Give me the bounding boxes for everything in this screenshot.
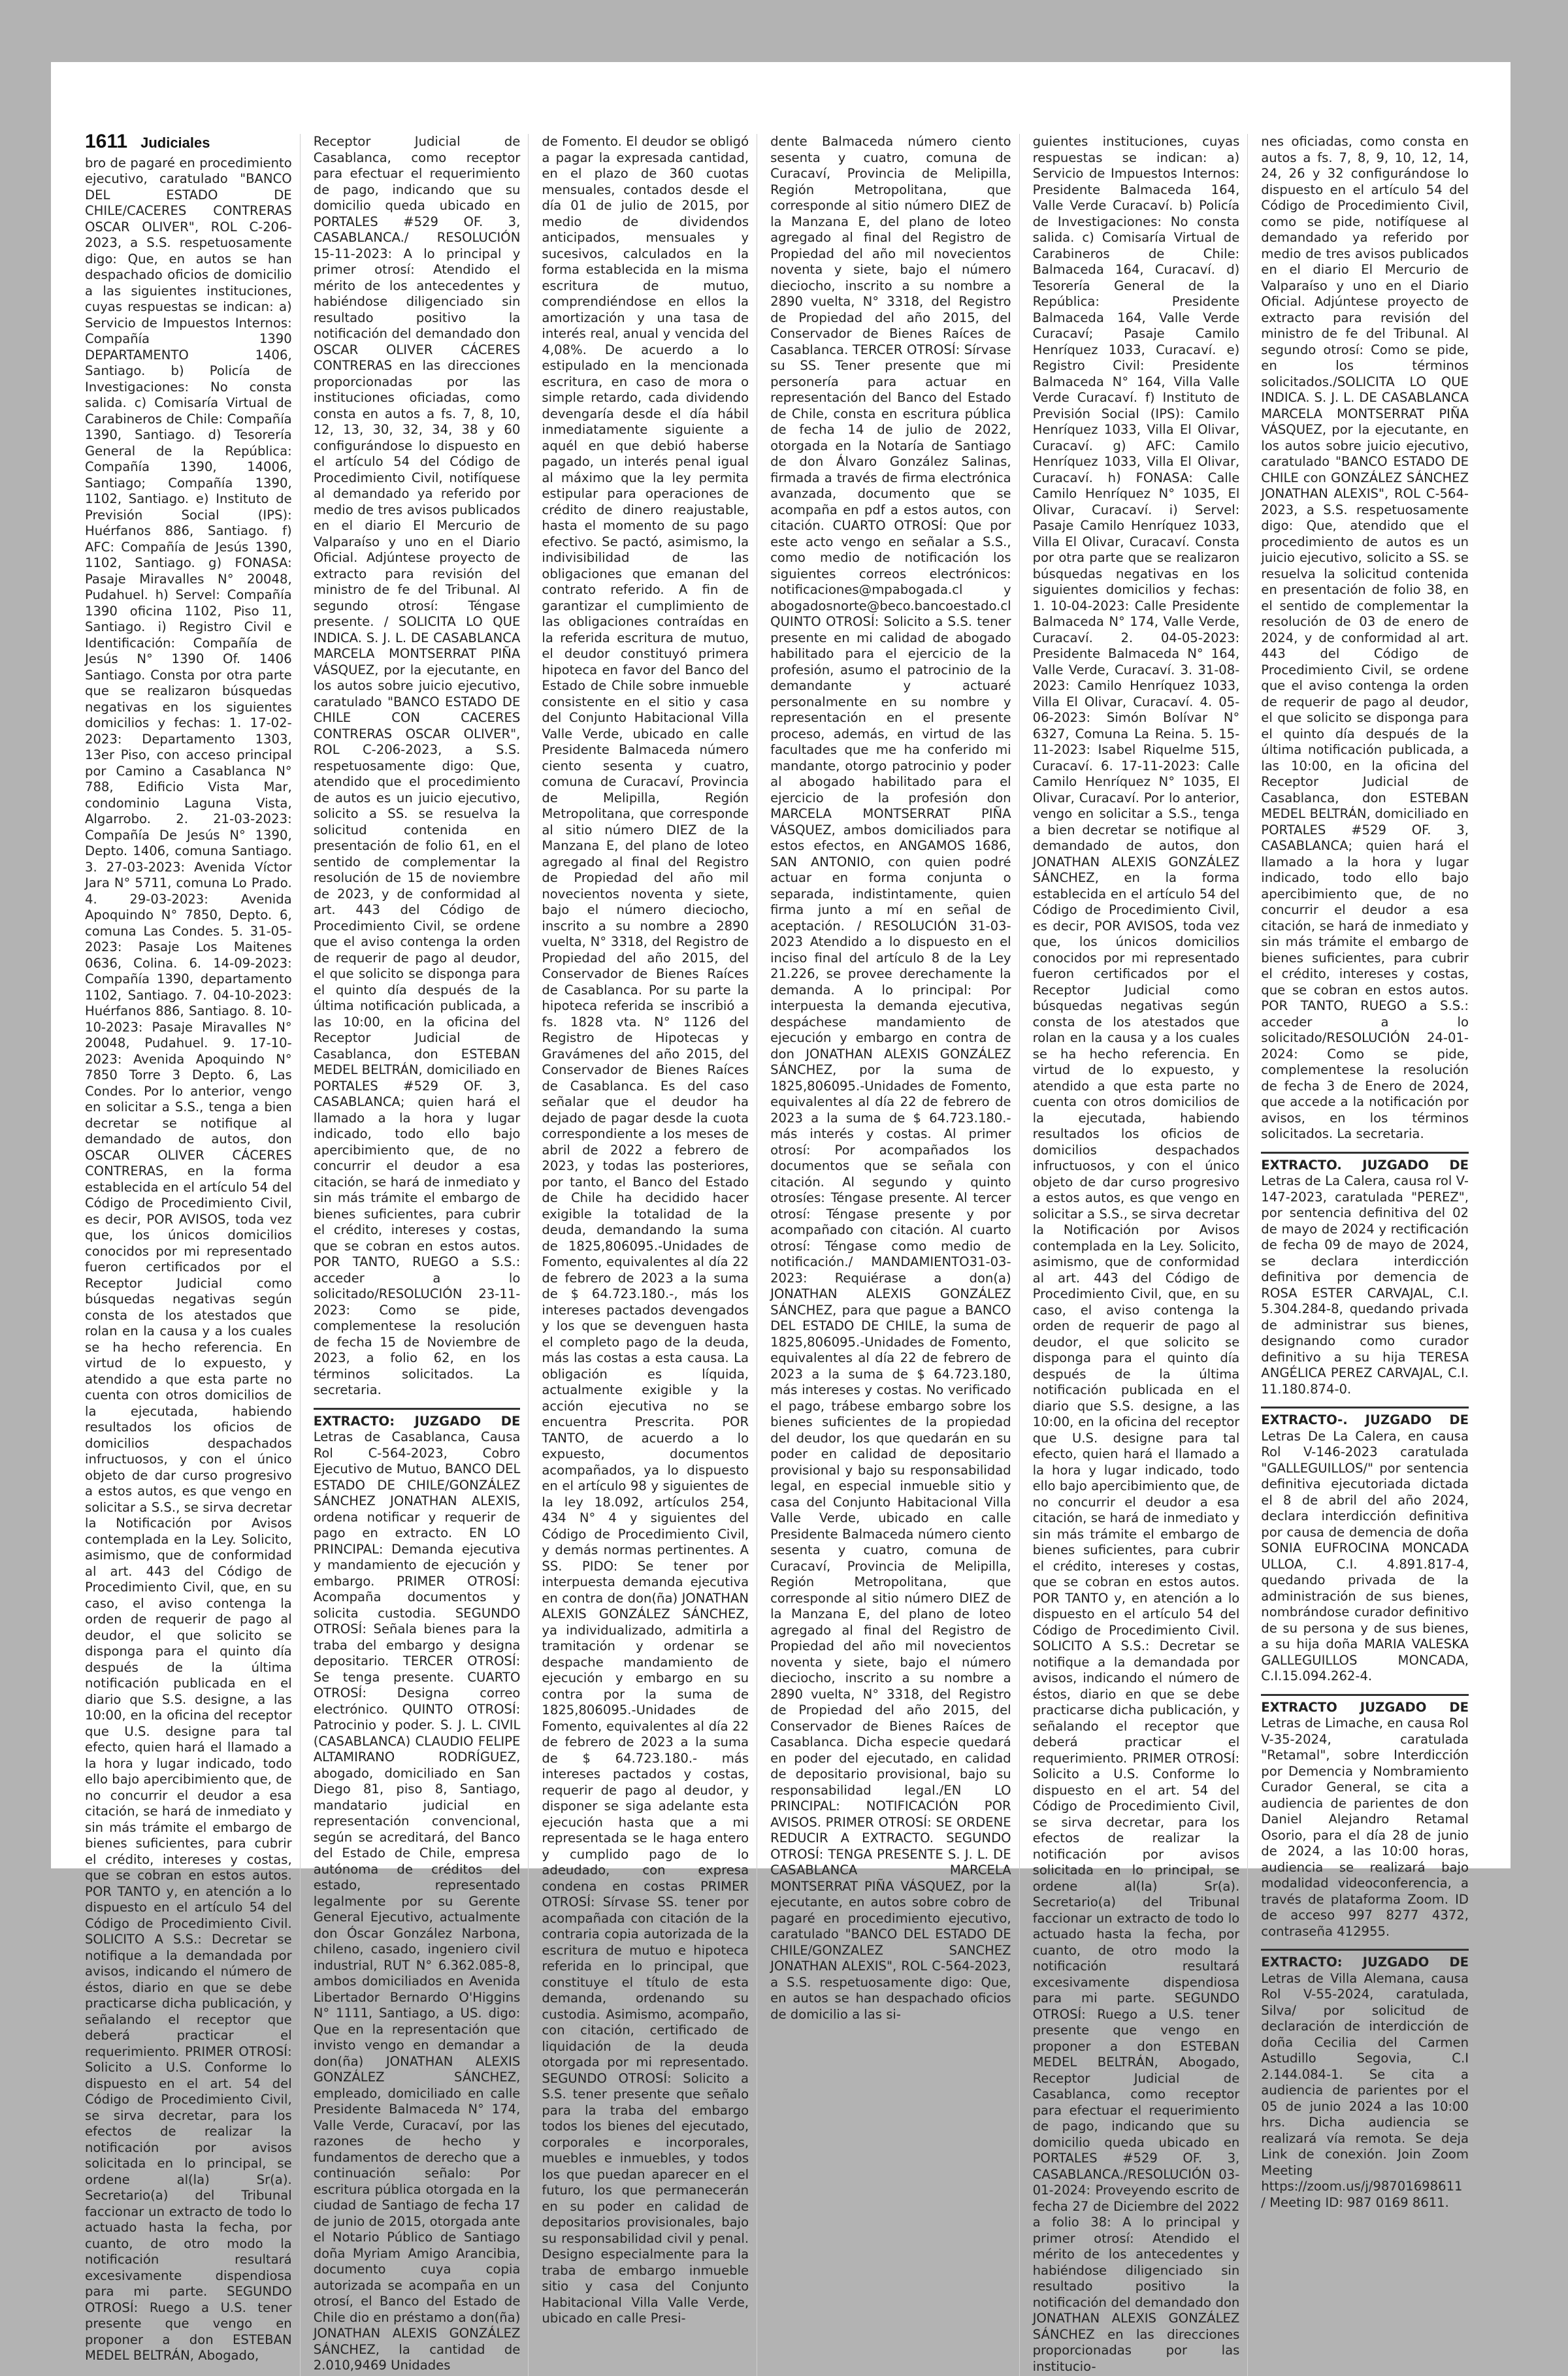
notice-block xyxy=(1261,1694,1469,1940)
section-title: Judiciales xyxy=(140,135,210,151)
notice-text: Receptor Judicial de Casablanca, como receptor para efectuar el requerimiento de pago, indicando que su domicilio queda ubicado en PORTALES #529 OF. 3, CASABLANCA./ RESOLUCIÓN 15-11-2023: A lo principal y primer otrosí: Atendido el mérito de los antecedentes y habiéndose diligenciado sin resultado positivo la notificación del demandado don OSCAR OLIVER CÁCERES CONTRERAS en las direcciones proporcionadas por las instituciones oficiadas, como consta en autos a fs. 7, 8, 10, 12, 13, 30, 32, 34, 38 y 60 configurándose lo dispuesto en el artículo 54 del Código de Procedimiento Civil, notifíquese al demandado ya referido por medio de tres avisos publicados en el diario El Mercurio de Valparaíso y uno en el Diario Oficial. Adjúntese proyecto de extracto para revisión del ministro de fe del Tribunal. Al segundo otrosí: Téngase presente. / SOLICITA LO QUE INDICA. S. J. L. DE CASABLANCA MARCELA MONTSERRAT PIÑA VÁSQUEZ, por la ejecutante, en los autos sobre juicio ejecutivo, caratulado "BANCO ESTADO DE CHILE CON CACERES CONTRERAS OSCAR OLIVER", ROL C-206-2023, a S.S. respetuosamente digo: Que, atendido que el procedimiento de autos es un juicio ejecutivo, solicito a SS. se resuelva la solicitud contenida en presentación de folio 61, en el sentido de complementar la resolución de 15 de noviembre de 2023, y de conformidad al art. 443 del Código de Procedimiento Civil, se ordene que el aviso contenga la orden de requerir de pago al deudor, el que solicito se disponga para el quinto día después de la última notificación publicada, a las 10:00, en la oficina del Receptor Judicial de Casablanca, don ESTEBAN MEDEL BELTRÁN, domiciliado en PORTALES #529 OF. 3, CASABLANCA; quien hará el llamado a la hora y lugar indicado, todo ello bajo apercibimiento que, de no concurrir el deudor a esa citación, se hará de inmediato y sin más trámite el embargo de bienes suficientes, para cubrir el crédito, intereses y costas, que se cobran en estos autos. POR TANTO, RUEGO a S.S.: acceder a lo solicitado/RESOLUCIÓN 23-11-2023: Como se pide, complementese la resolución de fecha 15 de Noviembre de 2023, a folio 62, en los términos solicitados. La secretaria. xyxy=(313,134,521,1397)
column-5 xyxy=(1033,134,1249,2376)
classifieds-columns xyxy=(85,131,1477,2374)
notice-lead: EXTRACTO: JUZGADO DE xyxy=(1261,1955,1469,1970)
section-number: 1611 xyxy=(85,131,128,152)
notice-text: Letras de Casablanca, Causa Rol C-564-2023, Cobro Ejecutivo de Mutuo, BANCO DEL ESTADO DE CHILE/GONZÁLEZ SÁNCHEZ JONATHAN ALEXIS, ordena notificar y requerir de pago en extracto. EN LO PRINCIPAL: Demanda ejecutiva y mandamiento de ejecución y embargo. PRIMER OTROSÍ: Acompaña documentos y solicita custodia. SEGUNDO OTROSÍ: Señala bienes para la traba del embargo y designa depositario. TERCER OTROSÍ: Se tenga presente. CUARTO OTROSÍ: Designa correo electrónico. QUINTO OTROSÍ: Patrocinio y poder. S. J. L. CIVIL (CASABLANCA) CLAUDIO FELIPE ALTAMIRANO RODRÍGUEZ, abogado, domiciliado en San Diego 81, piso 8, Santiago, mandatario judicial en representación convencional, según se acreditará, del Banco del Estado de Chile, empresa autónoma de créditos del estado, representado legalmente por su Gerente General Ejecutivo, actualmente don Óscar González Narbona, chileno, casado, ingeniero civil industrial, RUT N° 6.362.085-8, ambos domiciliados en Avenida Libertador Bernardo O'Higgins N° 1111, Santiago, a US. digo: Que en la representación que invisto vengo en demandar a don(ña) JONATHAN ALEXIS GONZÁLEZ SÁNCHEZ, empleado, domiciliado en calle Presidente Balmaceda N° 174, Valle Verde, Curacaví, por las razones de hecho y fundamentos de derecho que a continuación señalo: Por escritura pública otorgada en la ciudad de Santiago de fecha 17 de junio de 2015, otorgada ante el Notario Público de Santiago doña Myriam Amigo Arancibia, documento cuya copia autorizada se acompaña en un otrosí, el Banco del Estado de Chile dio en préstamo a don(ña) JONATHAN ALEXIS GONZÁLEZ SÁNCHEZ, la cantidad de 2.010,9469 Unidades xyxy=(313,1429,521,2373)
notice-text: nes oficiadas, como consta en autos a fs. 7, 8, 9, 10, 12, 14, 24, 26 y 32 configurándose lo dispuesto en el artículo 54 del Código de Procedimiento Civil, como se pide, notifíquese al demandado ya referido por medio de tres avisos publicados en el diario El Mercurio de Valparaíso y uno en el Diario Oficial. Adjúntese proyecto de extracto para revisión del ministro de fe del Tribunal. Al segundo otrosí: Como se pide, en los términos solicitados./SOLICITA LO QUE INDICA. S. J. L. DE CASABLANCA MARCELA MONTSERRAT PIÑA VÁSQUEZ, por la ejecutante, en los autos sobre juicio ejecutivo, caratulado "BANCO ESTADO DE CHILE con GONZÁLEZ SÁNCHEZ JONATHAN ALEXIS", ROL C-564-2023, a S.S. respetuosamente digo: Que, atendido que el procedimiento de autos es un juicio ejecutivo, solicito a SS. se resuelva la solicitud contenida en presentación de folio 38, en el sentido de complementar la resolución de 03 de enero de 2024, y de conformidad al art. 443 del Código de Procedimiento Civil, se ordene que el aviso contenga la orden de requerir de pago al deudor, el que solicito se disponga para el quinto día después de la última notificación publicada, a las 10:00, en la oficina del Receptor Judicial de Casablanca, don ESTEBAN MEDEL BELTRÁN, domiciliado en PORTALES #529 OF. 3, CASABLANCA; quien hará el llamado a la hora y lugar indicado, todo ello bajo apercibimiento que, de no concurrir el deudor a esa citación, se hará de inmediato y sin más trámite el embargo de bienes suficientes, para cubrir el crédito, intereses y costas, que se cobran en estos autos. POR TANTO, RUEGO a S.S.: acceder a lo solicitado/RESOLUCIÓN 24-01-2024: Como se pide, complementese la resolución de fecha 3 de Enero de 2024, que accede a la notificación por avisos, en los términos solicitados. La secretaria. xyxy=(1261,134,1469,1141)
notice-text: Letras de Limache, en causa Rol V-35-2024, caratulada "Retamal", sobre Interdicción por Demencia y Nombramiento Curador General, se cita a audiencia de parientes de don Daniel Alejandro Retamal Osorio, para el día 28 de junio de 2024, a las 10:00 horas, audiencia se realizará bajo modalidad videoconferencia, a través de plataforma Zoom. ID de acceso 997 8277 4372, contraseña 412955. xyxy=(1261,1716,1469,1939)
notice-text: Letras de La Calera, causa rol V-147-2023, caratulada "PEREZ", por sentencia definitiva del 02 de mayo de 2024 y rectificación de fecha 09 de mayo de 2024, se declara interdicción definitiva por demencia de ROSA ESTER CARVAJAL, C.I. 5.304.284-8, quedando privada de administrar sus bienes, designando como curador definitivo a su hija TERESA ANGÉLICA PEREZ CARVAJAL, C.I. 11.180.874-0. xyxy=(1261,1173,1469,1397)
column-2 xyxy=(314,134,529,2376)
column-6 xyxy=(1261,134,1477,2376)
column-4 xyxy=(770,134,1020,2376)
notice-lead: EXTRACTO-. JUZGADO DE xyxy=(1261,1412,1469,1427)
notice-text: Letras De La Calera, en causa Rol V-146-2023 caratulada "GALLEGUILLOS/" por sentencia definitiva ejecutoriada dictada el 8 de abril del año 2024, declara interdicción definitiva por causa de demencia de doña SONIA EUFROCINA MONCADA ULLOA, C.I. 4.891.817-4, quedando privada de la administración de sus bienes, nombrándose curador definitivo de su persona y de sus bienes, a su hija doña MARIA VALESKA GALLEGUILLOS MONCADA, C.I.15.094.262-4. xyxy=(1261,1428,1469,1684)
column-1 xyxy=(85,131,301,2376)
notice-text: guientes instituciones, cuyas respuestas se indican: a) Servicio de Impuestos Internos: Presidente Balmaceda 164, Valle Verde Curacaví. b) Policía de Investigaciones: No consta salida. c) Comisaría Virtual de Carabineros de Chile: Balmaceda 164, Curacaví. d) Tesorería General de la República: Presidente Balmaceda 164, Valle Verde Curacaví; Pasaje Camilo Henríquez 1033, Curacaví. e) Registro Civil: Presidente Balmaceda N° 164, Villa Valle Verde Curacaví. f) Instituto de Previsión Social (IPS): Camilo Henríquez 1033, Villa El Olivar, Curacaví. g) AFC: Camilo Henríquez 1033, Villa El Olivar, Curacaví. h) FONASA: Calle Camilo Henríquez N° 1035, El Olivar, Curacaví. i) Servel: Pasaje Camilo Henríquez 1033, Villa El Olivar, Curacaví. Consta por otra parte que se realizaron búsquedas negativas en los siguientes domicilios y fechas: 1. 10-04-2023: Calle Presidente Balmaceda N° 174, Valle Verde, Curacaví. 2. 04-05-2023: Presidente Balmaceda N° 164, Valle Verde, Curacaví. 3. 31-08-2023: Camilo Henríquez 1033, Villa El Olivar, Curacaví. 4. 05-06-2023: Simón Bolívar N° 6327, Comuna La Reina. 5. 15-11-2023: Isabel Riquelme 515, Curacaví. 6. 17-11-2023: Calle Camilo Henríquez N° 1035, El Olivar, Curacaví. Por lo anterior, vengo en solicitar a S.S., tenga a bien decretar se notifique al demandado de autos, don JONATHAN ALEXIS GONZÁLEZ SÁNCHEZ, en la forma establecida en el artículo 54 del Código de Procedimiento Civil, es decir, POR AVISOS, toda vez que, los únicos domicilios conocidos por mi representado fueron certificados por el Receptor Judicial como búsquedas negativas según consta de los atestados que rolan en la causa y a los cuales se ha hecho referencia. En virtud de lo expuesto, y atendido a que esta parte no cuenta con otros domicilios de la ejecutada, habiendo resultados los oficios de domicilios despachados infructuosos, y con el único objeto de dar curso progresivo a estos autos, es que vengo en solicitar a S.S., se sirva decretar la Notificación por Avisos contemplada en la Ley. Solicito, asimismo, que de conformidad al art. 443 del Código de Procedimiento Civil, que, en su caso, el aviso contenga la orden de requerir de pago al deudor, el que solicito se disponga para el quinto día después de la última notificación publicada en el diario que S.S. designe, a las 10:00, en la oficina del receptor que U.S. designe para tal efecto, quien hará el llamado a la hora y lugar indicado, todo ello bajo apercibimiento que, de no concurrir el deudor a esa citación, se hará de inmediato y sin más trámite el embargo de bienes suficientes, para cubrir el crédito, intereses y costas, que se cobran en estos autos. POR TANTO y, en atención a lo dispuesto en el artículo 54 del Código de Procedimiento Civil. SOLICITO A S.S.: Decretar se notifique a la demandada por avisos, indicando el número de éstos, diario en que se debe practicarse dicha publicación, y señalando el receptor que deberá practicar el requerimiento. PRIMER OTROSÍ: Solicito a U.S. Conforme lo dispuesto en el art. 54 del Código de Procedimiento Civil, se sirva decretar, para los efectos de realizar la notificación por avisos solicitada en lo principal, se ordene al(la) Sr(a). Secretario(a) del Tribunal faccionar un extracto de todo lo actuado hasta la fecha, por cuanto, de otro modo la notificación resultará excesivamente dispendiosa para mi parte. SEGUNDO OTROSÍ: Ruego a U.S. tener presente que vengo en proponer a don ESTEBAN MEDEL BELTRÁN, Abogado, Receptor Judicial de Casablanca, como receptor para efectuar el requerimiento de pago, indicando que su domicilio queda ubicado en PORTALES #529 OF. 3, CASABLANCA./RESOLUCIÓN 03-01-2024: Proveyendo escrito de fecha 27 de Diciembre del 2022 a folio 38: A lo principal y primer otrosí: Atendido el mérito de los antecedentes y habiéndose diligenciado sin resultado positivo la notificación del demandado don JONATHAN ALEXIS GONZÁLEZ SÁNCHEZ en las direcciones proporcionadas por las institucio- xyxy=(1032,134,1240,2374)
column-3 xyxy=(542,134,757,2376)
notice-lead: EXTRACTO: JUZGADO DE xyxy=(313,1413,521,1429)
section-header xyxy=(85,131,292,152)
notice-lead: EXTRACTO JUZGADO DE xyxy=(1261,1699,1469,1715)
notice-lead: EXTRACTO. JUZGADO DE xyxy=(1261,1157,1469,1173)
notice-text: Letras de Villa Alemana, causa Rol V-55-2024, caratulada, Silva/ por solicitud de declaración de interdicción de doña Cecilia del Carmen Astudillo Segovia, C.I 2.144.084-1. Se cita a audiencia de parientes por el 05 de junio 2024 a las 10:00 hrs. Dicha audiencia se realizará vía remota. Se deja Link de conexión. Join Zoom Meeting https://zoom.us/j/98701698611 / Meeting ID: 987 0169 8611. xyxy=(1261,1970,1469,2210)
notice-text: dente Balmaceda número ciento sesenta y cuatro, comuna de Curacaví, Provincia de Melipilla, Región Metropolitana, que corresponde al sitio número DIEZ de la Manzana E, del plano de loteo agregado al final del Registro de Propiedad del año mil novecientos noventa y siete, bajo el número dieciocho, inscrito a su nombre a 2890 vuelta, N° 3318, del Registro de Propiedad del año 2015, del Conservador de Bienes Raíces de Casablanca. TERCER OTROSÍ: Sírvase su SS. Tener presente que mi personería para actuar en representación del Banco del Estado de Chile, consta en escritura pública de fecha 14 de julio de 2022, otorgada en la Notaría de Santiago de don Álvaro González Salinas, firmada a través de firma electrónica avanzada, documento que se acompaña en pdf a estos autos, con citación. CUARTO OTROSÍ: Que por este acto vengo en señalar a S.S., como medio de notificación los siguientes correos electrónicos: notificaciones@mpabogada.cl y abogadosnorte@beco.bancoestado.cl QUINTO OTROSÍ: Solicito a S.S. tener presente en mi calidad de abogado habilitado para el ejercicio de la profesión, asumo el patrocinio de la demandante y actuaré personalmente en su nombre y representación en el presente proceso, además, en virtud de las facultades que me ha conferido mi mandante, otorgo patrocinio y poder al abogado habilitado para el ejercicio de la profesión don MARCELA MONTSERRAT PIÑA VÁSQUEZ, ambos domiciliados para estos efectos, en ANGAMOS 1686, SAN ANTONIO, con quien podré actuar en forma conjunta o separada, indistintamente, quien firma junto a mí en señal de aceptación. / RESOLUCIÓN 31-03-2023 Atendido a lo dispuesto en el inciso final del artículo 8 de la Ley 21.226, se provee derechamente la demanda. A lo principal: Por interpuesta la demanda ejecutiva, despáchese mandamiento de ejecución y embargo en contra de don JONATHAN ALEXIS GONZÁLEZ SÁNCHEZ, por la suma de 1825,806095.-Unidades de Fomento, equivalentes al día 22 de febrero de 2023 a la suma de $ 64.723.180.-más interés y costas. Al primer otrosí: Por acompañados los documentos que se señala con citación. Al segundo y quinto otrosíes: Téngase presente. Al tercer otrosí: Téngase presente y por acompañado con citación. Al cuarto otrosí: Téngase como medio de notificación./ MANDAMIENTO31-03-2023: Requiérase a don(a) JONATHAN ALEXIS GONZÁLEZ SÁNCHEZ, para que pague a BANCO DEL ESTADO DE CHILE, la suma de 1825,806095.-Unidades de Fomento, equivalentes al día 22 de febrero de 2023 a la suma de $ 64.723.180, más intereses y costas. No verificado el pago, trábese embargo sobre los bienes suficientes de la propiedad del deudor, los que quedarán en su poder en calidad de depositario provisional y bajo su responsabilidad legal, en especial inmueble sitio y casa del Conjunto Habitacional Villa Valle Verde, ubicado en calle Presidente Balmaceda número ciento sesenta y cuatro, comuna de Curacaví, Provincia de Melipilla, Región Metropolitana, que corresponde al sitio número DIEZ de la Manzana E, del plano de loteo agregado al final del Registro de Propiedad del año mil novecientos noventa y siete, bajo el número dieciocho, inscrito a su nombre a 2890 vuelta, N° 3318, del Registro de Propiedad del año 2015, del Conservador de Bienes Raíces de Casablanca. Dicha especie quedará en poder del ejecutado, en calidad de depositario provisional, bajo su responsabilidad legal./EN LO PRINCIPAL: NOTIFICACIÓN POR AVISOS. PRIMER OTROSÍ: SE ORDENE REDUCIR A EXTRACTO. SEGUNDO OTROSÍ: TENGA PRESENTE S. J. L. DE CASABLANCA MARCELA MONTSERRAT PIÑA VÁSQUEZ, por la ejecutante, en autos sobre cobro de pagaré en procedimiento ejecutivo, caratulado "BANCO DEL ESTADO DE CHILE/GONZALEZ SANCHEZ JONATHAN ALEXIS", ROL C-564-2023, a S.S. respetuosamente digo: Que, en autos se han despachado oficios de domicilio a las si- xyxy=(770,134,1011,2022)
page-sheet xyxy=(51,62,1511,2374)
notice-block xyxy=(1261,1949,1469,2211)
notice-text: bro de pagaré en procedimiento ejecutivo, caratulado "BANCO DEL ESTADO DE CHILE/CACERES CONTRERAS OSCAR OLIVER", ROL C-206-2023, a S.S. respetuosamente digo: Que, en autos se han despachado oficios de domicilio a las siguientes instituciones, cuyas respuestas se indican: a) Servicio de Impuestos Internos: Compañía 1390 DEPARTAMENTO 1406, Santiago. b) Policía de Investigaciones: No consta salida. c) Comisaría Virtual de Carabineros de Chile: Compañía 1390, Santiago. d) Tesorería General de la República: Compañía 1390, 14006, Santiago; Compañía 1390, 1102, Santiago. e) Instituto de Previsión Social (IPS): Huérfanos 886, Santiago. f) AFC: Compañía de Jesús 1390, 1102, Santiago. g) FONASA: Pasaje Miravalles N° 20048, Pudahuel. h) Servel: Compañía 1390 oficina 1102, Piso 11, Santiago. i) Registro Civil e Identificación: Compañía de Jesús N° 1390 Of. 1406 Santiago. Consta por otra parte que se realizaron búsquedas negativas en los siguientes domicilios y fechas: 1. 17-02-2023: Departamento 1303, 13er Piso, con acceso principal por Camino a Casablanca N° 788, Edificio Vista Mar, condominio Laguna Vista, Algarrobo. 2. 21-03-2023: Compañía De Jesús N° 1390, Depto. 1406, comuna Santiago. 3. 27-03-2023: Avenida Víctor Jara N° 5711, comuna Lo Prado. 4. 29-03-2023: Avenida Apoquindo N° 7850, Depto. 6, comuna Las Condes. 5. 31-05-2023: Pasaje Los Maitenes 0636, Colina. 6. 14-09-2023: Compañía 1390, departamento 1102, Santiago. 7. 04-10-2023: Huérfanos 886, Santiago. 8. 10-10-2023: Pasaje Miravalles N° 20048, Pudahuel. 9. 17-10-2023: Avenida Apoquindo N° 7850 Torre 3 Depto. 6, Las Condes. Por lo anterior, vengo en solicitar a S.S., tenga a bien decretar se notifique al demandado de autos, don OSCAR OLIVER CÁCERES CONTRERAS, en la forma establecida en el artículo 54 del Código de Procedimiento Civil, es decir, POR AVISOS, toda vez que, los únicos domicilios conocidos por mi representado fueron certificados por el Receptor Judicial como búsquedas negativas según consta de los atestados que rolan en la causa y a los cuales se ha hecho referencia. En virtud de lo expuesto, y atendido a que esta parte no cuenta con otros domicilios de la ejecutada, habiendo resultados los oficios de domicilios despachados infructuosos, y con el único objeto de dar curso progresivo a estos autos, es que vengo en solicitar a S.S., se sirva decretar la Notificación por Avisos contemplada en la Ley. Solicito, asimismo, que de conformidad al art. 443 del Código de Procedimiento Civil, que, en su caso, el aviso contenga la orden de requerir de pago al deudor, el que solicito se disponga para el quinto día después de la última notificación publicada en el diario que S.S. designe, a las 10:00, en la oficina del receptor que U.S. designe para tal efecto, quien hará el llamado a la hora y lugar indicado, todo ello bajo apercibimiento que, de no concurrir el deudor a esa citación, se hará de inmediato y sin más trámite el embargo de bienes suficientes, para cubrir el crédito, intereses y costas, que se cobran en estos autos. POR TANTO y, en atención a lo dispuesto en el artículo 54 del Código de Procedimiento Civil. SOLICITO A S.S.: Decretar se notifique a la demandada por avisos, indicando el número de éstos, diario en que se debe practicarse dicha publicación, y señalando el receptor que deberá practicar el requerimiento. PRIMER OTROSÍ: Solicito a U.S. Conforme lo dispuesto en el art. 54 del Código de Procedimiento Civil, se sirva decretar, para los efectos de realizar la notificación por avisos solicitada en lo principal, se ordene al(la) Sr(a). Secretario(a) del Tribunal faccionar un extracto de todo lo actuado hasta la fecha, por cuanto, de otro modo la notificación resultará excesivamente dispendiosa para mi parte. SEGUNDO OTROSÍ: Ruego a U.S. tener presente que vengo en proponer a don ESTEBAN MEDEL BELTRÁN, Abogado, xyxy=(85,155,292,2363)
notice-block xyxy=(1261,1152,1469,1398)
notice-block xyxy=(1261,1407,1469,1685)
notice-block xyxy=(314,1408,521,2374)
notice-text: de Fomento. El deudor se obligó a pagar la expresada cantidad, en el plazo de 360 cuotas mensuales, contados desde el día 01 de julio de 2015, por medio de dividendos anticipados, mensuales y sucesivos, calculados en la forma establecida en la misma escritura de mutuo, comprendiéndose en ellos la amortización y una tasa de interés real, anual y vencida del 4,08%. De acuerdo a lo estipulado en la mencionada escritura, en caso de mora o simple retardo, cada dividendo devengaría desde el día hábil inmediatamente siguiente a aquél en que debió haberse pagado, un interés penal igual al máximo que la ley permita estipular para operaciones de crédito de dinero reajustable, hasta el momento de su pago efectivo. Se pactó, asimismo, la indivisibilidad de las obligaciones que emanan del contrato referido. A fin de garantizar el cumplimiento de las obligaciones contraídas en la referida escritura de mutuo, el deudor constituyó primera hipoteca en favor del Banco del Estado de Chile sobre inmueble consistente en el sitio y casa del Conjunto Habitacional Villa Valle Verde, ubicado en calle Presidente Balmaceda número ciento sesenta y cuatro, comuna de Curacaví, Provincia de Melipilla, Región Metropolitana, que corresponde al sitio número DIEZ de la Manzana E, del plano de loteo agregado al final del Registro de Propiedad del año mil novecientos noventa y siete, bajo el número dieciocho, inscrito a su nombre a 2890 vuelta, N° 3318, del Registro de Propiedad del año 2015, del Conservador de Bienes Raíces de Casablanca. Por su parte la hipoteca referida se inscribió a fs. 1828 vta. N° 1126 del Registro de Hipotecas y Gravámenes del año 2015, del Conservador de Bienes Raíces de Casablanca. Es del caso señalar que el deudor ha dejado de pagar desde la cuota correspondiente a los meses de abril de 2022 a febrero de 2023, y todas las posteriores, por tanto, el Banco del Estado de Chile ha decidido hacer exigible la totalidad de la deuda, demandando la suma de 1825,806095.-Unidades de Fomento, equivalentes al día 22 de febrero de 2023 a la suma de $ 64.723.180.-, más los intereses pactados devengados y los que se devenguen hasta el completo pago de la deuda, más las costas a esta causa. La obligación es líquida, actualmente exigible y la acción ejecutiva no se encuentra Prescrita. POR TANTO, de acuerdo a lo expuesto, documentos acompañados, ya lo dispuesto en el artículo 98 y siguientes de la ley 18.092, artículos 254, 434 N° 4 y siguientes del Código de Procedimiento Civil, y demás normas pertinentes. A SS. PIDO: Se tener por interpuesta demanda ejecutiva en contra de don(ña) JONATHAN ALEXIS GONZÁLEZ SÁNCHEZ, ya individualizado, admitirla a tramitación y ordenar se despache mandamiento de ejecución y embargo en su contra por la suma de 1825,806095.-Unidades de Fomento, equivalentes al día 22 de febrero de 2023 a la suma de $ 64.723.180.- más intereses pactados y costas, requerir de pago al deudor, y disponer se siga adelante esta ejecución hasta que a mi representada se le haga entero y cumplido pago de lo adeudado, con expresa condena en costas PRIMER OTROSÍ: Sírvase SS. tener por acompañada con citación de la contraria copia autorizada de la escritura de mutuo e hipoteca referida en lo principal, que constituye el título de esta demanda, ordenando su custodia. Asimismo, acompaño, con citación, certificado de liquidación de la deuda otorgada por mi representado. SEGUNDO OTROSÍ: Solicito a S.S. tener presente que señalo para la traba del embargo todos los bienes del ejecutado, corporales e incorporales, muebles e inmuebles, y todos los que puedan aparecer en el futuro, los que permanecerán en su poder en calidad de depositarios provisionales, bajo su responsabilidad civil y penal. Designo especialmente para la traba de embargo inmueble sitio y casa del Conjunto Habitacional Villa Valle Verde, ubicado en calle Presi- xyxy=(542,134,749,2326)
